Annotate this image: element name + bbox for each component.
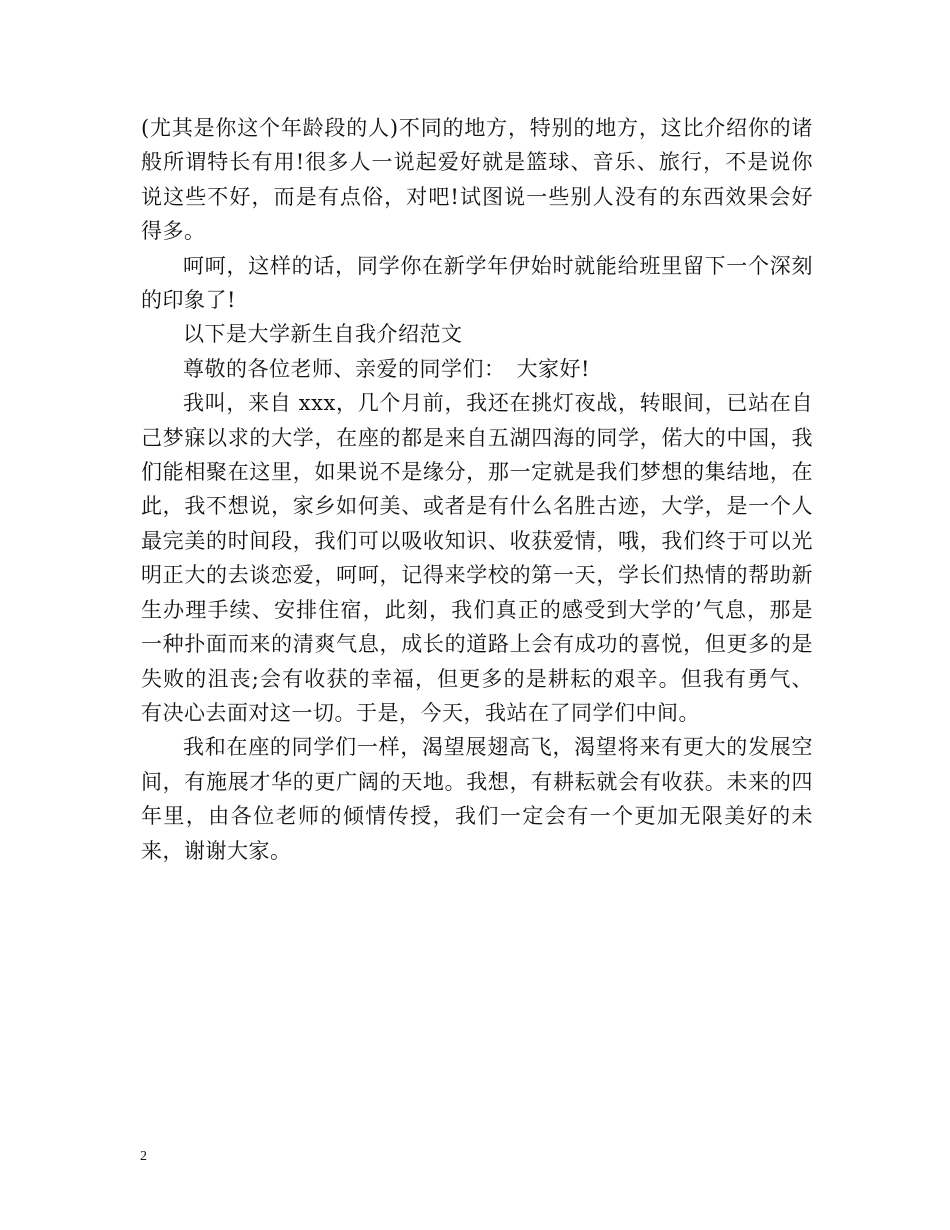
paragraph-closing: 我和在座的同学们一样，渴望展翅高飞，渴望将来有更大的发展空间，有施展才华的更广阔的天地。我想，有耕耘就会有收获。未来的四年里，由各位老师的倾情传授，我们一定会有一个更加无限美好的未来，谢谢大家。 xyxy=(141,735,813,863)
document-body xyxy=(141,111,813,868)
paragraph-impression: 呵呵，这样的话，同学你在新学年伊始时就能给班里留下一个深刻的印象了! xyxy=(141,253,813,313)
paragraph-sample-heading: 以下是大学新生自我介绍范文 xyxy=(183,322,463,347)
paragraph-self-introduction: 我叫，来自 xxx，几个月前，我还在挑灯夜战，转眼间，已站在自己梦寐以求的大学，在座的都是来自五湖四海的同学，偌大的中国，我们能相聚在这里，如果说不是缘分，那一定就是我们梦想的集结地，在此，我不想说，家乡如何美、或者是有什么名胜古迹，大学，是一个人最完美的时间段，我们可以吸收知识、收获爱情，哦，我们终于可以光明正大的去谈恋爱，呵呵，记得来学校的第一天，学长们热情的帮助新生办理手续、安排住宿，此刻，我们真正的感受到大学的’气息，那是一种扑面而来的清爽气息，成长的道路上会有成功的喜悦，但更多的是失败的沮丧;会有收获的幸福，但更多的是耕耘的艰辛。但我有勇气、有决心去面对这一切。于是，今天，我站在了同学们中间。 xyxy=(141,391,813,725)
page-number: 2 xyxy=(140,1149,147,1164)
paragraph-greeting: 尊敬的各位老师、亲爱的同学们： 大家好! xyxy=(183,356,590,381)
paragraph-intro-continuation: (尤其是你这个年龄段的人)不同的地方，特别的地方，这比介绍你的诸般所谓特长有用!很多人一说起爱好就是篮球、音乐、旅行，不是说你说这些不好，而是有点俗，对吧!试图说一些别人没有的东西效果会好得多。 xyxy=(141,116,813,244)
